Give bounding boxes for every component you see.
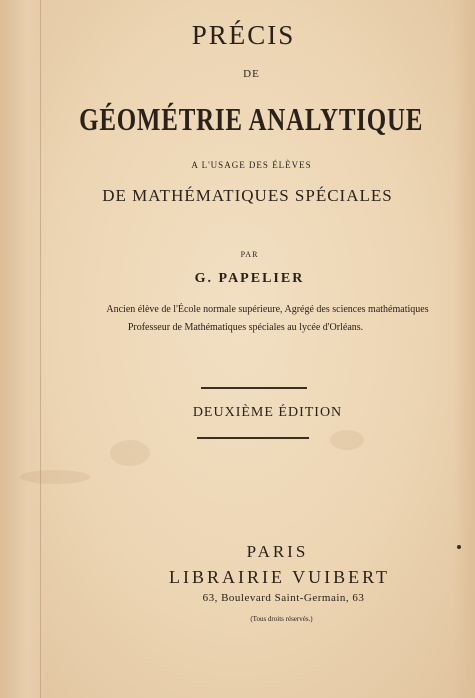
paper-stain [20, 470, 90, 484]
paper-stain [110, 440, 150, 466]
book-title: PRÉCIS [191, 20, 296, 50]
by-line: PAR [240, 250, 259, 259]
rights-notice: (Tous droits réservés.) [250, 615, 313, 623]
author-name: G. PAPELIER [194, 271, 305, 286]
subtitle: DE MATHÉMATIQUES SPÉCIALES [102, 186, 393, 205]
author-credentials-line1: Ancien élève de l'École normale supérieure, Agrégé des sciences mathématiques [106, 304, 429, 315]
publisher-address: 63, Boulevard Saint-Germain, 63 [202, 592, 365, 604]
ink-speck [457, 545, 461, 549]
main-title: GÉOMÉTRIE ANALYTIQUE [79, 101, 424, 137]
edition-label: DEUXIÈME ÉDITION [192, 405, 343, 420]
title-connector: DE [243, 68, 260, 80]
paper-stain [330, 430, 364, 450]
author-credentials-line2: Professeur de Mathématiques spéciales au lycée d'Orléans. [127, 322, 364, 333]
publisher-city: PARIS [246, 542, 309, 561]
usage-line: A L'USAGE DES ÉLÈVES [191, 160, 312, 170]
divider-rule-top [201, 387, 307, 389]
publisher-name: LIBRAIRIE VUIBERT [168, 567, 391, 587]
divider-rule-bottom [197, 437, 309, 439]
